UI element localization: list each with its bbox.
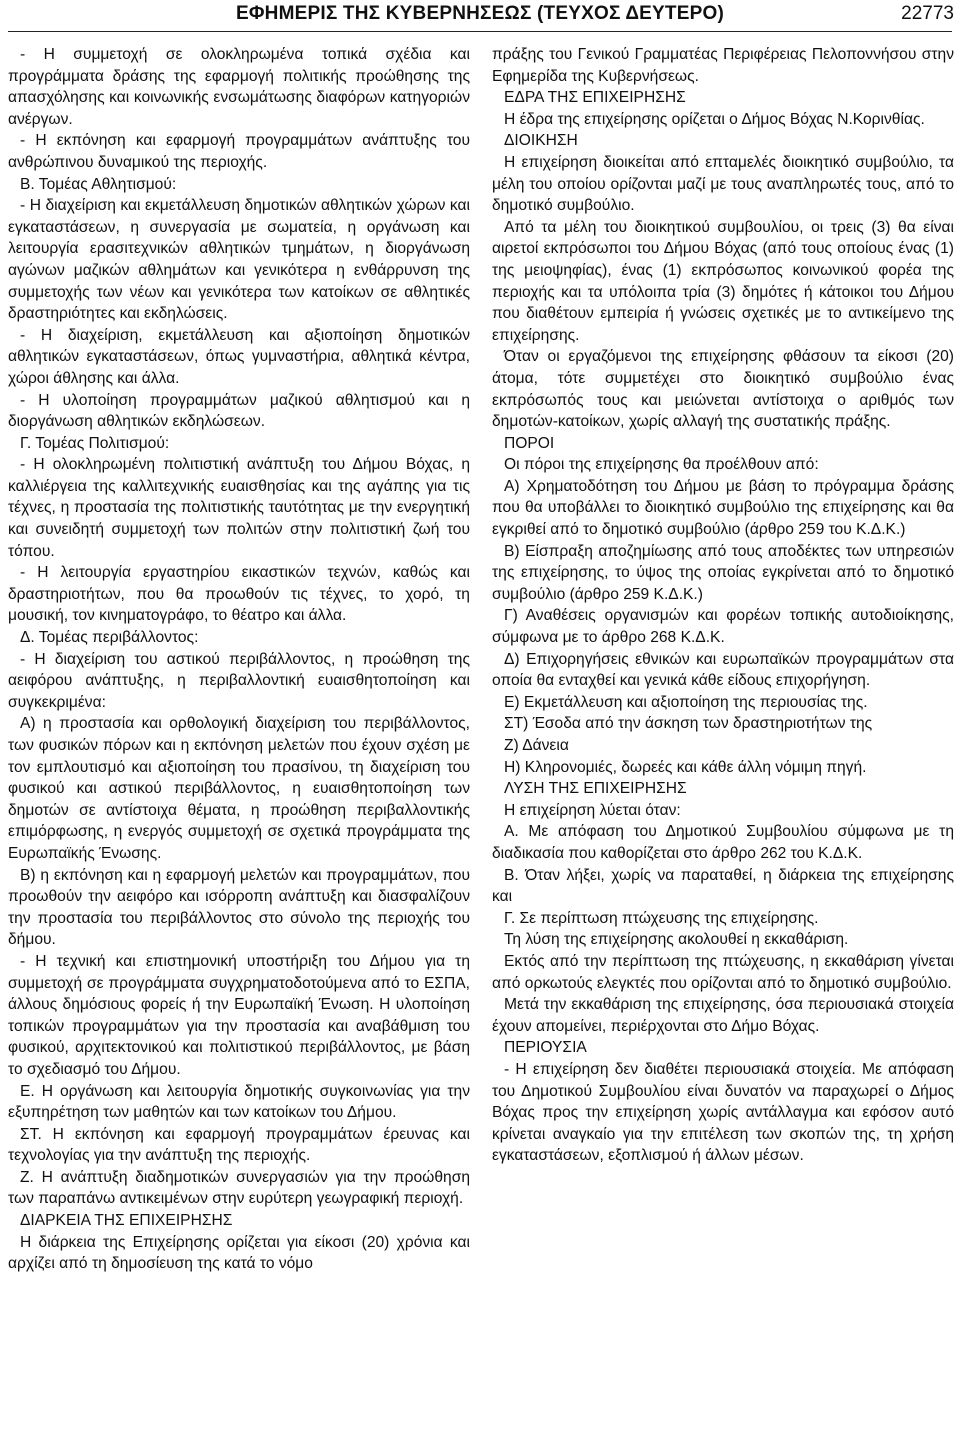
- paragraph: Ζ) Δάνεια: [504, 737, 569, 754]
- paragraph: Τη λύση της επιχείρησης ακολουθεί η εκκαθάριση.: [504, 931, 849, 949]
- page-number: 22773: [901, 3, 954, 24]
- section-heading: ΔΙΟΙΚΗΣΗ: [504, 132, 578, 150]
- header-rule: [8, 31, 952, 32]
- paragraph: - Η υλοποίηση προγραμμάτων μαζικού αθλητισμού και η διοργάνωση αθλητικών εκδηλώσεων.: [8, 391, 470, 431]
- gazette-title: ΕΦΗΜΕΡΙΣ ΤΗΣ ΚΥΒΕΡΝΗΣΕΩΣ (ΤΕΥΧΟΣ ΔΕΥΤΕΡΟ): [236, 3, 724, 24]
- paragraph: Από τα μέλη του διοικητικού συμβουλίου, οι τρεις (3) θα είναι αιρετοί εκπρόσωποι του Δήμου Βόχας (από τους οποίους ένας (1) της μειοψηφίας), ένας (1) εκπρόσωπος κοινωνικού φορέα της περιοχής και τα υπόλοιπα τρία (3) δημότες ή κάτοικοι του Δήμου που διαθέτουν εμπειρία ή γνώσεις σχετικές με το αντικείμενο της επιχείρησης.: [492, 218, 954, 344]
- paragraph: - Η εκπόνηση και εφαρμογή προγραμμάτων ανάπτυξης του ανθρώπινου δυναμικού της περιοχής.: [8, 132, 470, 171]
- paragraph: - Η λειτουργία εργαστηρίου εικαστικών τεχνών, καθώς και δραστηριοτήτων, που θα προωθούν τις τέχνες, το χορό, τη μουσική, τον κινηματογράφο, το θέατρο και άλλα.: [8, 564, 470, 625]
- paragraph: Β) η εκπόνηση και η εφαρμογή μελετών και προγραμμάτων, που προωθούν την αειφόρο και ισόρροπη ανάπτυξη και διασφαλίζουν την προστασία του περιβάλλοντος στο σύνολο της περιοχής του δήμου.: [8, 866, 470, 949]
- paragraph: Μετά την εκκαθάριση της επιχείρησης, όσα περιουσιακά στοιχεία έχουν απομείνει, περιέρχονται στο Δήμο Βόχας.: [492, 996, 954, 1035]
- section-heading: ΛΥΣΗ ΤΗΣ ΕΠΙΧΕΙΡΗΣΗΣ: [504, 780, 687, 798]
- paragraph: - Η επιχείρηση δεν διαθέτει περιουσιακά στοιχεία. Με απόφαση του Δημοτικού Συμβουλίου είναι δυνατόν να παραχωρεί ο Δήμος Βόχας προς την επιχείρηση χωρίς αντάλλαγμα και εφόσον αυτό κρίνεται αναγκαίο για την επιτέλεση των σκοπών της, τη χρήση εγκαταστάσεων, εξοπλισμού ή άλλων μέσων.: [492, 1060, 954, 1165]
- section-heading: Β. Τομέας Αθλητισμού:: [20, 175, 177, 193]
- paragraph: Β) Είσπραξη αποζημίωσης από τους αποδέκτες των υπηρεσιών της επιχείρησης, το ύψος της οποίας εγκρίνεται από το δημοτικό συμβούλιο (άρθρο 259 Κ.Δ.Κ.): [492, 542, 954, 603]
- paragraph: πράξης του Γενικού Γραμματέας Περιφέρειας Πελοποννήσου στην Εφημερίδα της Κυβερνήσεως.: [492, 46, 954, 85]
- page-header: [0, 0, 960, 32]
- paragraph: - Η διαχείριση του αστικού περιβάλλοντος, η προώθηση της αειφόρου ανάπτυξης, η περιβαλλοντική ευαισθητοποίηση και συγκεκριμένα:: [8, 650, 470, 711]
- right-column: [492, 44, 954, 1428]
- section-heading: Δ. Τομέας περιβάλλοντος:: [20, 629, 199, 647]
- paragraph: ΣΤ. Η εκπόνηση και εφαρμογή προγραμμάτων έρευνας και τεχνολογίας για την ανάπτυξη της περιοχής.: [8, 1125, 470, 1165]
- paragraph: ΣΤ) Έσοδα από την άσκηση των δραστηριοτήτων της: [504, 715, 873, 733]
- paragraph: - Η διαχείριση, εκμετάλλευση και αξιοποίηση δημοτικών αθλητικών εγκαταστάσεων, όπως γυμναστήρια, αθλητικά κέντρα, χώροι άθλησης και άλλα.: [8, 326, 470, 387]
- section-heading: ΠΕΡΙΟΥΣΙΑ: [504, 1039, 587, 1057]
- paragraph: Όταν οι εργαζόμενοι της επιχείρησης φθάσουν τα είκοσι (20) άτομα, τότε συμμετέχει στο διοικητικό συμβούλιο ένας εκπρόσωπός τους και μειώνεται αντίστοιχα ο αριθμός των δημοτών-κατοίκων, χωρίς αλλαγή της συστατικής πράξης.: [492, 348, 954, 431]
- left-column: [8, 44, 470, 1428]
- paragraph: Οι πόροι της επιχείρησης θα προέλθουν από:: [504, 456, 819, 474]
- paragraph: - Η ολοκληρωμένη πολιτιστική ανάπτυξη του Δήμου Βόχας, η καλλιέργεια της καλλιτεχνικής ευαισθησίας και της αγάπης για τις τέχνες, η προστασία της πολιτιστικής ταυτότητας με την ενεργητική και συνειδητή συμμετοχή των πολιτών στην πολιτιστική ζωή του τόπου.: [8, 456, 470, 560]
- section-heading: Γ. Τομέας Πολιτισμού:: [20, 434, 170, 452]
- paragraph: Γ. Σε περίπτωση πτώχευσης της επιχείρησης.: [504, 909, 819, 927]
- paragraph: Δ) Επιχορηγήσεις εθνικών και ευρωπαϊκών προγραμμάτων στα οποία θα ενταχθεί και γενικά κάθε είδους επιχορήγηση.: [492, 650, 954, 690]
- paragraph: Ε) Εκμετάλλευση και αξιοποίηση της περιουσίας της.: [504, 693, 868, 711]
- section-heading: ΔΙΑΡΚΕΙΑ ΤΗΣ ΕΠΙΧΕΙΡΗΣΗΣ: [20, 1212, 233, 1230]
- paragraph: Α) η προστασία και ορθολογική διαχείριση του περιβάλλοντος, των φυσικών πόρων και η εκπόνηση μελετών που έχουν σχέση με τον εμπλουτισμό και αξιοποίηση του πρασίνου, τη διαχείριση του φυσικού και αστικού περιβάλλοντος, η ευαισθητοποίηση των δημοτών σε αντίστοιχα θέματα, η προώθηση περιβαλλοντικής επιμόρφωσης, η ενεργός συμμετοχή σε σχετικά προγράμματα της Ευρωπαϊκής Ένωσης.: [8, 715, 470, 862]
- section-heading: ΠΟΡΟΙ: [504, 434, 555, 452]
- paragraph: - Η διαχείριση και εκμετάλλευση δημοτικών αθλητικών χώρων και εγκαταστάσεων, η συνεργασία με σωματεία, η οργάνωση και λειτουργία ερασιτεχνικών αθλητικών τμημάτων, η διοργάνωση αγώνων μαζικών αθλημάτων και γενικότερα η ενθάρρυνση της συμμετοχής των νέων και γενικότερα των κατοίκων σε αθλητικές δραστηριότητες και εκδηλώσεις.: [8, 197, 470, 323]
- paragraph: - Η συμμετοχή σε ολοκληρωμένα τοπικά σχέδια και προγράμματα δράσης της εφαρμογή πολιτικής προώθησης της απασχόλησης και κοινωνικής ενσωμάτωσης διαφόρων κατηγοριών ανέργων.: [8, 46, 470, 128]
- paragraph: Ε. Η οργάνωση και λειτουργία δημοτικής συγκοινωνίας για την εξυπηρέτηση των μαθητών και των κατοίκων του Δήμου.: [8, 1082, 470, 1122]
- paragraph: Η έδρα της επιχείρησης ορίζεται ο Δήμος Βόχας Ν.Κορινθίας.: [504, 110, 925, 128]
- paragraph: Γ) Αναθέσεις οργανισμών και φορέων τοπικής αυτοδιοίκησης, σύμφωνα με το άρθρο 268 Κ.Δ.Κ.: [492, 607, 954, 647]
- paragraph: Εκτός από την περίπτωση της πτώχευσης, η εκκαθάριση γίνεται από ορκωτούς ελεγκτές που ορίζονται από το δημοτικό συμβούλιο.: [492, 952, 954, 992]
- paragraph: Α) Χρηματοδότηση του Δήμου με βάση το πρόγραμμα δράσης που θα υποβάλλει το διοικητικό συμβούλιο της επιχείρησης και θα εγκριθεί από το δημοτικό συμβούλιο (άρθρο 259 του Κ.Δ.Κ.): [492, 477, 954, 539]
- section-heading: ΕΔΡΑ ΤΗΣ ΕΠΙΧΕΙΡΗΣΗΣ: [504, 89, 686, 107]
- paragraph: Η επιχείρηση λύεται όταν:: [504, 801, 681, 819]
- paragraph: Α. Με απόφαση του Δημοτικού Συμβουλίου σύμφωνα με τη διαδικασία που καθορίζεται στο άρθρο 262 του Κ.Δ.Κ.: [492, 823, 954, 862]
- paragraph: - Η τεχνική και επιστημονική υποστήριξη του Δήμου για τη συμμετοχή σε προγράμματα συγχρηματοδοτούμενα από το ΕΣΠΑ, άλλους δημόσιους φορείς ή την Ευρωπαϊκή Ένωση. Η υλοποίηση τοπικών προγραμμάτων για την προστασία και αναβάθμιση του φυσικού, αρχιτεκτονικού και πολιτιστικού περιβάλλοντος, με βάση το σχεδιασμό του Δήμου.: [8, 952, 470, 1078]
- paragraph: Ζ. Η ανάπτυξη διαδημοτικών συνεργασιών για την προώθηση των παραπάνω αντικειμένων στην ευρύτερη γεωγραφική περιοχή.: [8, 1168, 470, 1208]
- paragraph: Η διάρκεια της Επιχείρησης ορίζεται για είκοσι (20) χρόνια και αρχίζει από τη δημοσίευση της κατά το νόμο: [8, 1233, 470, 1273]
- paragraph: Η επιχείρηση διοικείται από επταμελές διοικητικό συμβούλιο, τα μέλη του οποίου ορίζονται μαζί με τους αναπληρωτές τους, από το δημοτικό συμβούλιο.: [492, 153, 954, 215]
- paragraph: Η) Κληρονομιές, δωρεές και κάθε άλλη νόμιμη πηγή.: [504, 758, 867, 776]
- paragraph: Β. Όταν λήξει, χωρίς να παραταθεί, η διάρκεια της επιχείρησης και: [492, 866, 954, 906]
